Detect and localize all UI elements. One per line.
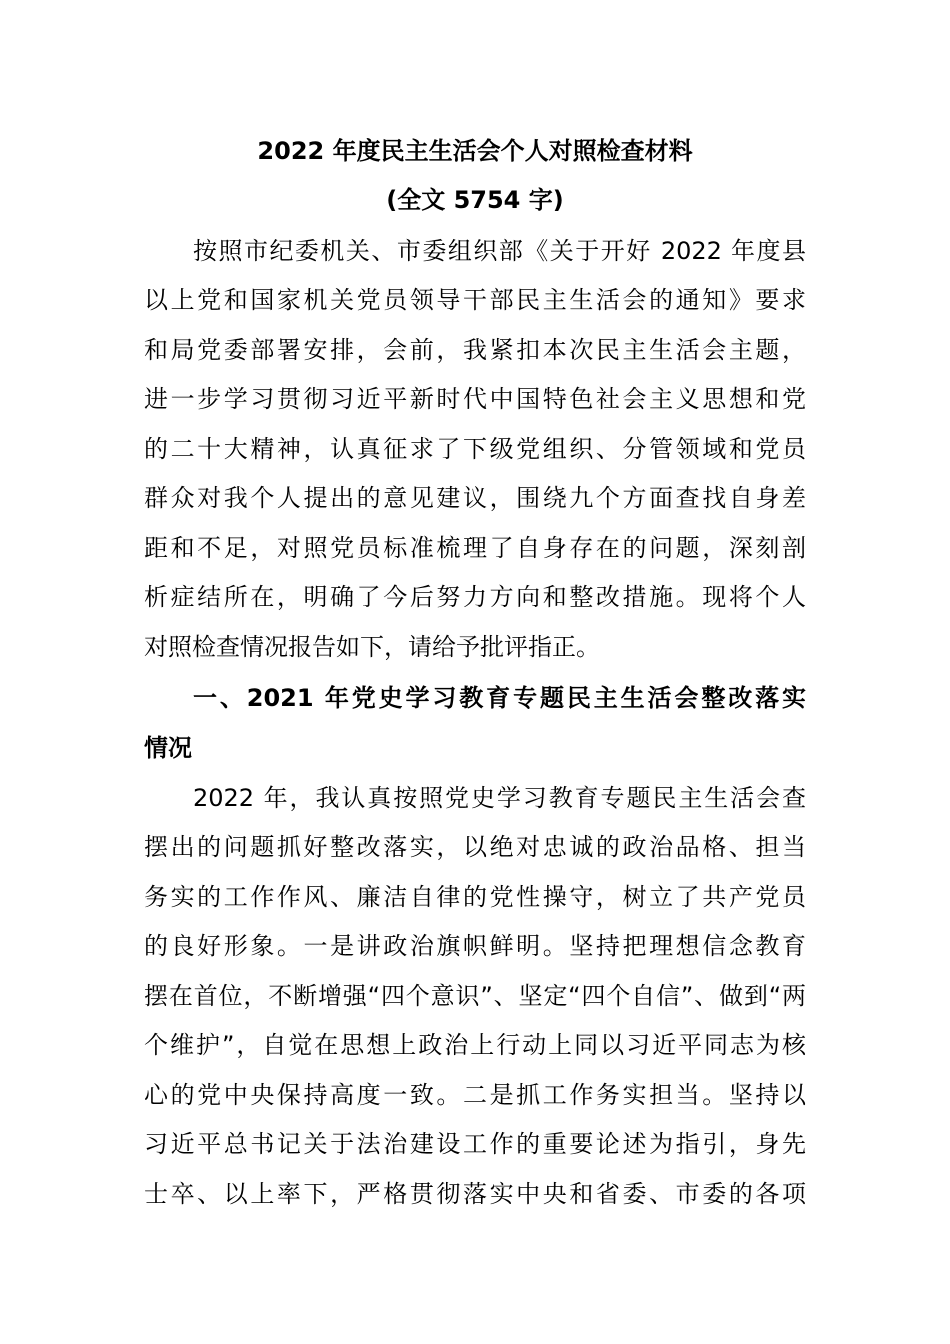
paragraph-line: 2022 年，我认真按照党史学习教育专题民主生活会查 (193, 784, 806, 812)
section-heading: 一、2021 年党史学习教育专题民主生活会整改落实 (193, 684, 806, 712)
paragraph-line: 按照市纪委机关、市委组织部《关于开好 2022 年度县 (193, 237, 806, 265)
paragraph-line: 士卒、以上率下，严格贯彻落实中央和省委、市委的各项 (144, 1180, 806, 1208)
paragraph-line: 以上党和国家机关党员领导干部民主生活会的通知》要求 (144, 286, 806, 314)
paragraph-line: 进一步学习贯彻习近平新时代中国特色社会主义思想和党 (144, 385, 806, 413)
paragraph-line: 的良好形象。一是讲政治旗帜鲜明。坚持把理想信念教育 (144, 932, 806, 960)
paragraph-line: 析症结所在，明确了今后努力方向和整改措施。现将个人 (144, 583, 806, 611)
paragraph-line: 群众对我个人提出的意见建议，围绕九个方面查找自身差 (144, 484, 806, 512)
paragraph-line: 摆在首位，不断增强“四个意识”、坚定“四个自信”、做到“两 (144, 982, 806, 1010)
document-title: 2022 年度民主生活会个人对照检查材料 (257, 137, 693, 165)
paragraph-line: 的二十大精神，认真征求了下级党组织、分管领域和党员 (144, 435, 806, 463)
paragraph-line: 习近平总书记关于法治建设工作的重要论述为指引，身先 (144, 1130, 806, 1158)
paragraph-line: 摆出的问题抓好整改落实，以绝对忠诚的政治品格、担当 (144, 833, 806, 861)
document-subtitle: (全文 5754 字) (386, 186, 564, 214)
paragraph-line: 距和不足，对照党员标准梳理了自身存在的问题，深刻剖 (144, 534, 806, 562)
paragraph-line: 个维护”，自觉在思想上政治上行动上同以习近平同志为核 (144, 1031, 806, 1059)
paragraph-line: 心的党中央保持高度一致。二是抓工作务实担当。坚持以 (144, 1081, 806, 1109)
paragraph-line: 务实的工作作风、廉洁自律的党性操守，树立了共产党员 (144, 883, 806, 911)
paragraph-line: 和局党委部署安排，会前，我紧扣本次民主生活会主题， (144, 336, 806, 364)
section-heading: 情况 (144, 734, 192, 762)
paragraph-line: 对照检查情况报告如下，请给予批评指正。 (144, 633, 600, 661)
